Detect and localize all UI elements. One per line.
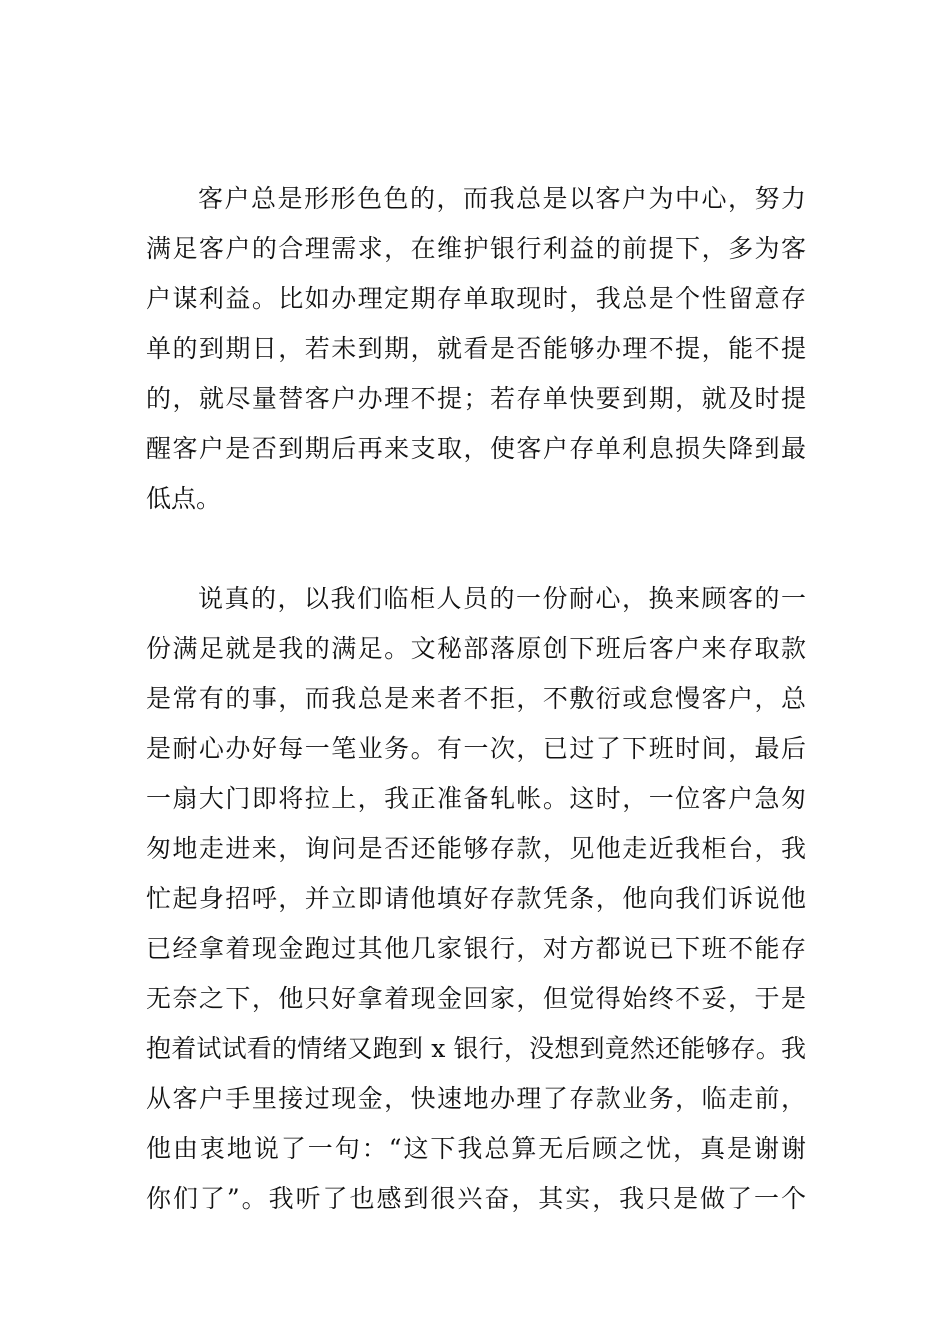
- text-line: 满足客户的合理需求，在维护银行利益的前提下，多为客: [146, 234, 806, 263]
- text-line: 一扇大门即将拉上，我正准备轧帐。这时，一位客户急匆: [146, 784, 806, 813]
- text-line: 他由衷地说了一句：“这下我总算无后顾之忧，真是谢谢: [146, 1134, 806, 1163]
- text-line: 户谋利益。比如办理定期存单取现时，我总是个性留意存: [146, 284, 806, 313]
- text-line: 是常有的事，而我总是来者不拒，不敷衍或怠慢客户，总: [146, 684, 806, 713]
- text-line: 单的到期日，若未到期，就看是否能够办理不提，能不提: [146, 334, 806, 363]
- text-line: 无奈之下，他只好拿着现金回家，但觉得始终不妥，于是: [146, 984, 806, 1013]
- text-line: 份满足就是我的满足。文秘部落原创下班后客户来存取款: [146, 634, 806, 663]
- text-line: 低点。: [146, 484, 222, 513]
- text-line: 醒客户是否到期后再来支取，使客户存单利息损失降到最: [146, 434, 806, 463]
- paragraph-patience-story: [146, 574, 806, 1224]
- text-line: 抱着试试看的情绪又跑到 x 银行，没想到竟然还能够存。我: [146, 1034, 806, 1063]
- text-line: 你们了”。我听了也感到很兴奋，其实，我只是做了一个: [146, 1184, 806, 1213]
- text-line: 已经拿着现金跑过其他几家银行，对方都说已下班不能存: [146, 934, 806, 963]
- text-line: 忙起身招呼，并立即请他填好存款凭条，他向我们诉说他: [146, 884, 806, 913]
- text-line: 的，就尽量替客户办理不提；若存单快要到期，就及时提: [146, 384, 806, 413]
- text-line: 客户总是形形色色的，而我总是以客户为中心，努力: [198, 184, 806, 213]
- text-line: 从客户手里接过现金，快速地办理了存款业务，临走前，: [146, 1084, 806, 1113]
- text-line: 匆地走进来，询问是否还能够存款，见他走近我柜台，我: [146, 834, 806, 863]
- text-line: 是耐心办好每一笔业务。有一次，已过了下班时间，最后: [146, 734, 806, 763]
- text-line: 说真的，以我们临柜人员的一份耐心，换来顾客的一: [198, 584, 806, 613]
- paragraph-customer-service: [146, 174, 806, 524]
